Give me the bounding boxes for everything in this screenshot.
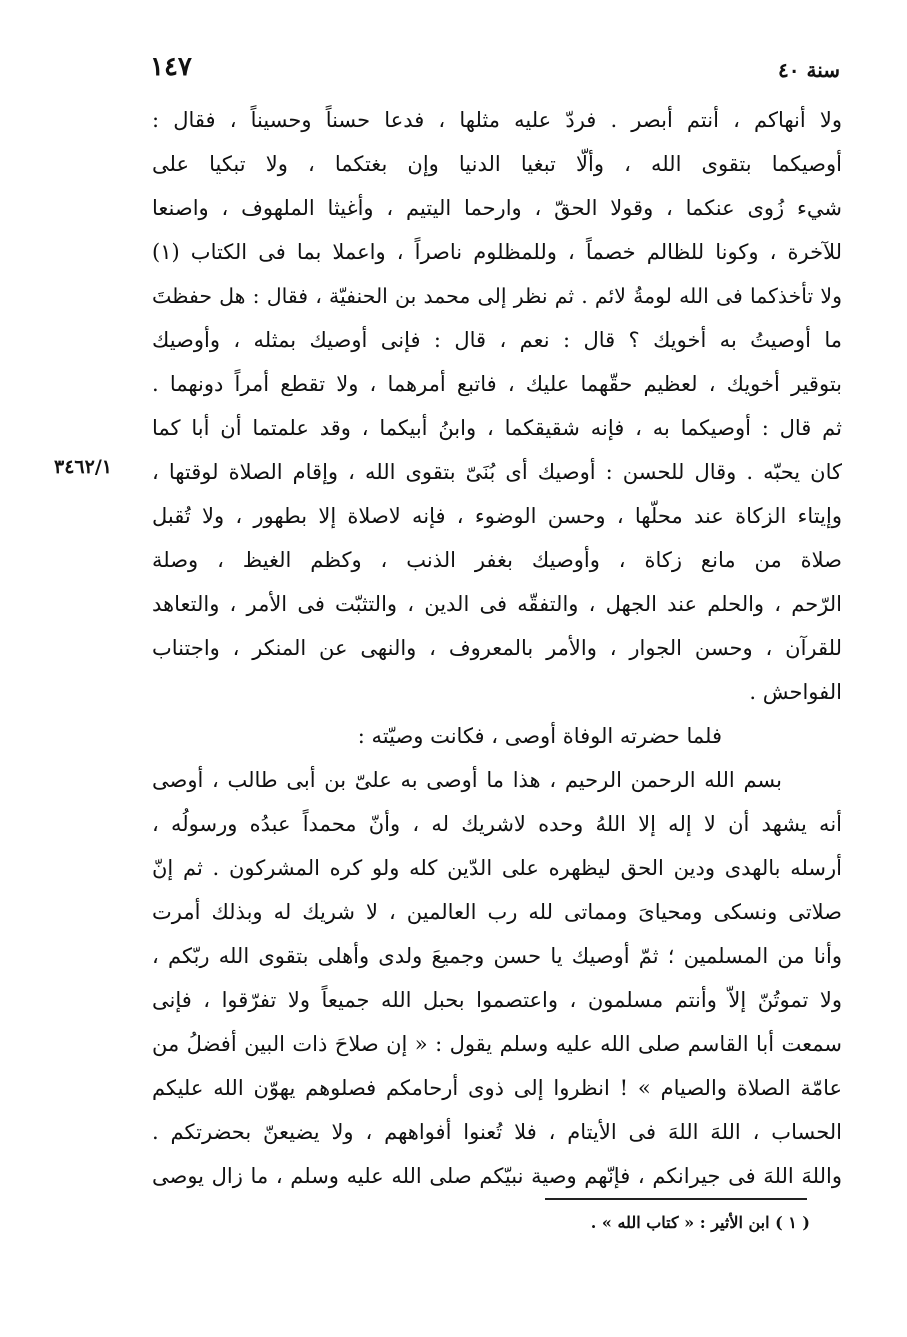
footnote-rule <box>545 1198 807 1200</box>
main-text <box>152 98 842 1198</box>
text-line: للآخرة ، وكونا للظالم خصماً ، وللمظلوم ناصراً ، واعملا بما فى الكتاب (١) <box>152 240 842 264</box>
running-head-year: سنة ٤٠ <box>778 58 840 82</box>
margin-reference: ٣٤٦٢/١ <box>54 456 112 478</box>
text-line: الفواحش . <box>749 680 842 704</box>
page-header <box>150 52 840 92</box>
text-line: الرّحم ، والحلم عند الجهل ، والتفقّه فى الدين ، والتثبّت فى الأمر ، والتعاهد <box>152 592 842 616</box>
text-line: الحساب ، اللهَ اللهَ فى الأيتام ، فلا تُعنوا أفواههم ، ولا يضيعنّ بحضرتكم . <box>152 1120 842 1144</box>
page-number: ١٤٧ <box>150 52 192 82</box>
text-line: ولا تموتُنّ إلاّ وأنتم مسلمون ، واعتصموا بحبل الله جميعاً ولا تفرّقوا ، فإنى <box>152 988 842 1012</box>
text-line: بتوقير أخويك ، لعظيم حقّهما عليك ، فاتبع أمرهما ، ولا تقطع أمراً دونهما . <box>152 372 842 396</box>
text-line: عامّة الصلاة والصيام » ! انظروا إلى ذوى أرحامكم فصلوهم يهوّن الله عليكم <box>152 1076 842 1100</box>
text-line: ما أوصيتُ به أخويك ؟ قال : نعم ، قال : فإنى أوصيك بمثله ، وأوصيك <box>152 328 842 352</box>
text-line: وأنا من المسلمين ؛ ثمّ أوصيك يا حسن وجميعَ ولدى وأهلى بتقوى الله ربّكم ، <box>152 944 842 968</box>
text-line: أنه يشهد أن لا إله إلا اللهُ وحده لاشريك له ، وأنّ محمداً عبدُه ورسولُه ، <box>152 812 842 836</box>
text-line: ثم قال : أوصيكما به ، فإنه شقيقكما ، وابنُ أبيكما ، وقد علمتما أن أبا كما <box>152 416 842 440</box>
text-line: أرسله بالهدى ودين الحق ليظهره على الدّين كله ولو كره المشركون . ثم إنّ <box>152 856 842 880</box>
text-line: للقرآن ، وحسن الجوار ، والأمر بالمعروف ، والنهى عن المنكر ، واجتناب <box>152 636 842 660</box>
text-line: ولا تأخذكما فى الله لومةُ لائم . ثم نظر إلى محمد بن الحنفيّة ، فقال : هل حفظتَ <box>152 284 842 308</box>
text-line: واللهَ اللهَ فى جيرانكم ، فإنّهم وصية نبيّكم صلى الله عليه وسلم ، ما زال يوصى <box>152 1164 842 1188</box>
text-line: صلاة من مانع زكاة ، وأوصيك بغفر الذنب ، وكظم الغيظ ، وصلة <box>152 548 842 572</box>
section-heading: فلما حضرته الوفاة أوصى ، فكانت وصيّته : <box>357 724 722 748</box>
text-line: صلاتى ونسكى ومحياىَ ومماتى لله رب العالمين ، لا شريك له وبذلك أمرت <box>152 900 842 924</box>
text-line: سمعت أبا القاسم صلى الله عليه وسلم يقول : « إن صلاحَ ذات البين أفضلُ من <box>152 1032 842 1056</box>
footnote: ( ١ ) ابن الأثير : « كتاب الله » . <box>590 1213 810 1232</box>
text-line: بسم الله الرحمن الرحيم ، هذا ما أوصى به علىّ بن أبى طالب ، أوصى <box>152 768 782 792</box>
text-line: ولا أنهاكم ، أنتم أبصر . فردّ عليه مثلها ، فدعا حسناً وحسيناً ، فقال : <box>152 108 842 132</box>
text-line: وإيتاء الزكاة عند محلّها ، وحسن الوضوء ، فإنه لاصلاة إلا بطهور ، ولا تُقبل <box>152 504 842 528</box>
text-line: أوصيكما بتقوى الله ، وألّا تبغيا الدنيا وإن بغتكما ، ولا تبكيا على <box>152 152 842 176</box>
text-line: كان يحبّه . وقال للحسن : أوصيك أى بُنَىّ بتقوى الله ، وإقام الصلاة لوقتها ، <box>152 460 842 484</box>
text-line: شيء زُوى عنكما ، وقولا الحقّ ، وارحما اليتيم ، وأغيثا الملهوف ، واصنعا <box>152 196 842 220</box>
